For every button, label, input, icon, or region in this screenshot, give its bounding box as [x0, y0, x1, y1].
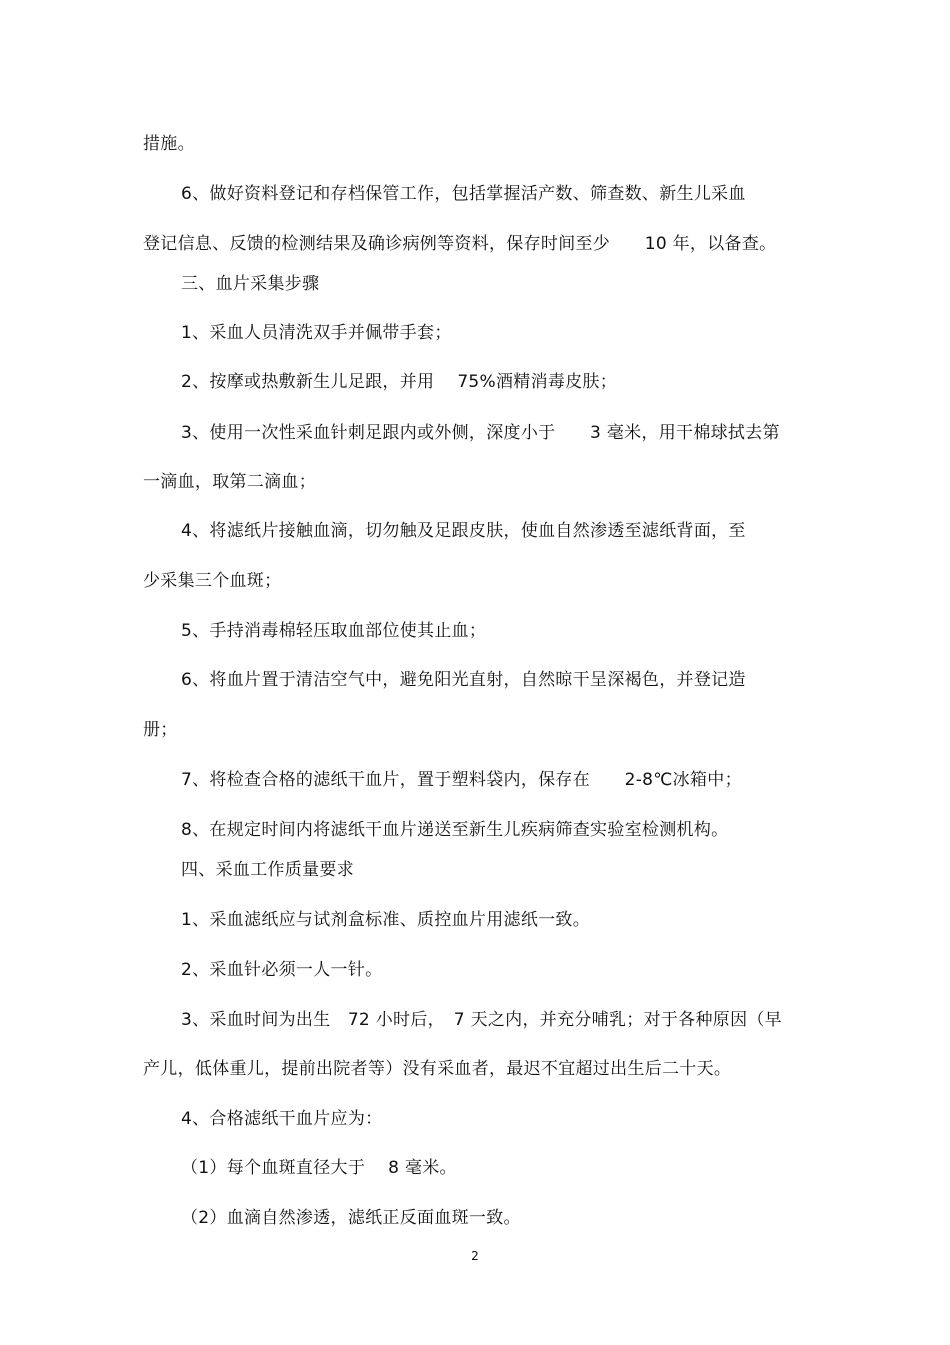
section-heading: 四、采血工作质量要求: [181, 860, 354, 880]
paragraph-line: 4、合格滤纸干血片应为：: [181, 1109, 383, 1129]
paragraph-line: 5、手持消毒棉轻压取血部位使其止血；: [181, 621, 487, 641]
paragraph-line: 登记信息、反馈的检测结果及确诊病例等资料，保存时间至少 10 年，以备查。: [143, 234, 777, 254]
paragraph-line: （1）每个血斑直径大于 8 毫米。: [181, 1158, 457, 1178]
paragraph-line: 一滴血，取第二滴血；: [143, 472, 316, 492]
paragraph-line: 措施。: [143, 134, 195, 154]
paragraph-line: 4、将滤纸片接触血滴，切勿触及足跟皮肤，使血自然渗透至滤纸背面，至: [181, 521, 746, 541]
paragraph-line: 2、采血针必须一人一针。: [181, 960, 383, 980]
paragraph-line: 3、使用一次性采血针刺足跟内或外侧，深度小于 3 毫米，用干棉球拭去第: [181, 423, 780, 443]
paragraph-line: 2、按摩或热敷新生儿足跟，并用 75%酒精消毒皮肤；: [181, 372, 618, 392]
section-heading: 三、血片采集步骤: [181, 274, 320, 294]
paragraph-line: 6、做好资料登记和存档保管工作，包括掌握活产数、筛查数、新生儿采血: [181, 184, 746, 204]
paragraph-line: 1、采血滤纸应与试剂盒标准、质控血片用滤纸一致。: [181, 910, 591, 930]
paragraph-line: 7、将检查合格的滤纸干血片，置于塑料袋内，保存在 2-8℃冰箱中；: [181, 770, 742, 790]
paragraph-line: 8、在规定时间内将滤纸干血片递送至新生儿疾病筛查实验室检测机构。: [181, 820, 729, 840]
paragraph-line: 1、采血人员清洗双手并佩带手套；: [181, 323, 452, 343]
paragraph-line: 少采集三个血斑；: [143, 571, 282, 591]
paragraph-line: 册；: [143, 720, 178, 740]
page-number: 2: [471, 1249, 479, 1263]
paragraph-line: 3、采血时间为出生 72 小时后， 7 天之内，并充分哺乳；对于各种原因（早: [181, 1010, 782, 1030]
paragraph-line: 产儿，低体重儿，提前出院者等）没有采血者，最迟不宜超过出生后二十天。: [143, 1059, 732, 1079]
paragraph-line: 6、将血片置于清洁空气中，避免阳光直射，自然晾干呈深褐色，并登记造: [181, 670, 746, 690]
paragraph-line: （2）血滴自然渗透，滤纸正反面血斑一致。: [181, 1208, 521, 1228]
